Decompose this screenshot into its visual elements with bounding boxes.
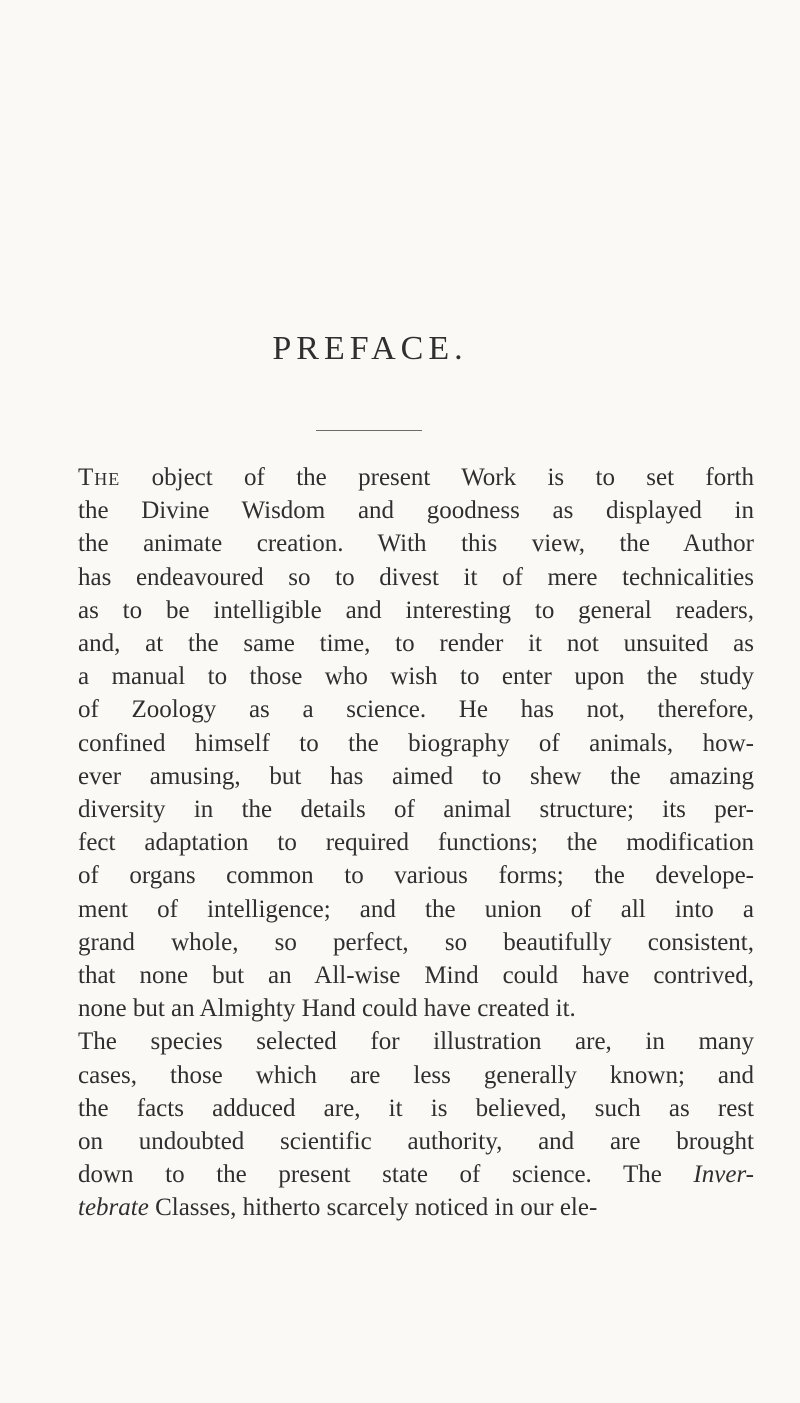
text-line: diversity in the details of animal structure; its per- — [78, 796, 754, 824]
paragraph-2 — [54, 1025, 754, 1224]
text-line: the facts adduced are, it is believed, such as rest — [78, 1094, 754, 1122]
text-line — [54, 461, 754, 494]
text-line: grand whole, so perfect, so beautifully consistent, — [78, 928, 754, 956]
text-line: cases, those which are less generally known; and — [78, 1061, 754, 1089]
line-text: Classes, hitherto scarcely noticed in our ele- — [155, 1194, 598, 1222]
text-line: of organs common to various forms; the develope- — [78, 862, 754, 890]
text-line: ment of intelligence; and the union of all into a — [78, 895, 754, 923]
text-line: that none but an All-wise Mind could have contrived, — [78, 962, 754, 990]
italic-term: tebrate — [78, 1194, 149, 1222]
text-line — [54, 1191, 754, 1224]
text-line: on undoubted scientific authority, and are brought — [78, 1128, 754, 1156]
line-text: object of the present Work is to set forth — [151, 464, 755, 491]
text-line: a manual to those who wish to enter upon the study — [78, 663, 754, 691]
line-text: down to the present state of science. The — [78, 1161, 662, 1189]
text-line: ever amusing, but has aimed to shew the amazing — [78, 762, 754, 790]
italic-term: Inver- — [693, 1161, 754, 1189]
text-line: and, at the same time, to render it not unsuited as — [78, 630, 754, 658]
text-line — [54, 1158, 754, 1191]
text-line: as to be intelligible and interesting to general readers, — [78, 596, 754, 624]
text-line: confined himself to the biography of animals, how- — [78, 729, 754, 757]
heading-rule — [316, 430, 422, 431]
preface-body — [54, 461, 754, 1225]
text-line: none but an Almighty Hand could have created it. — [78, 995, 576, 1023]
page-heading: PREFACE. — [272, 330, 468, 367]
text-line: the Divine Wisdom and goodness as displayed in — [78, 497, 754, 525]
text-line: The species selected for illustration are, in many — [78, 1028, 754, 1056]
opening-word: The — [78, 464, 121, 491]
text-line: the animate creation. With this view, the Author — [78, 530, 754, 558]
text-line: of Zoology as a science. He has not, therefore, — [78, 696, 754, 724]
text-line: fect adaptation to required functions; the modification — [78, 829, 754, 857]
text-line: has endeavoured so to divest it of mere technicalities — [78, 563, 754, 591]
paragraph-1 — [54, 461, 754, 1025]
